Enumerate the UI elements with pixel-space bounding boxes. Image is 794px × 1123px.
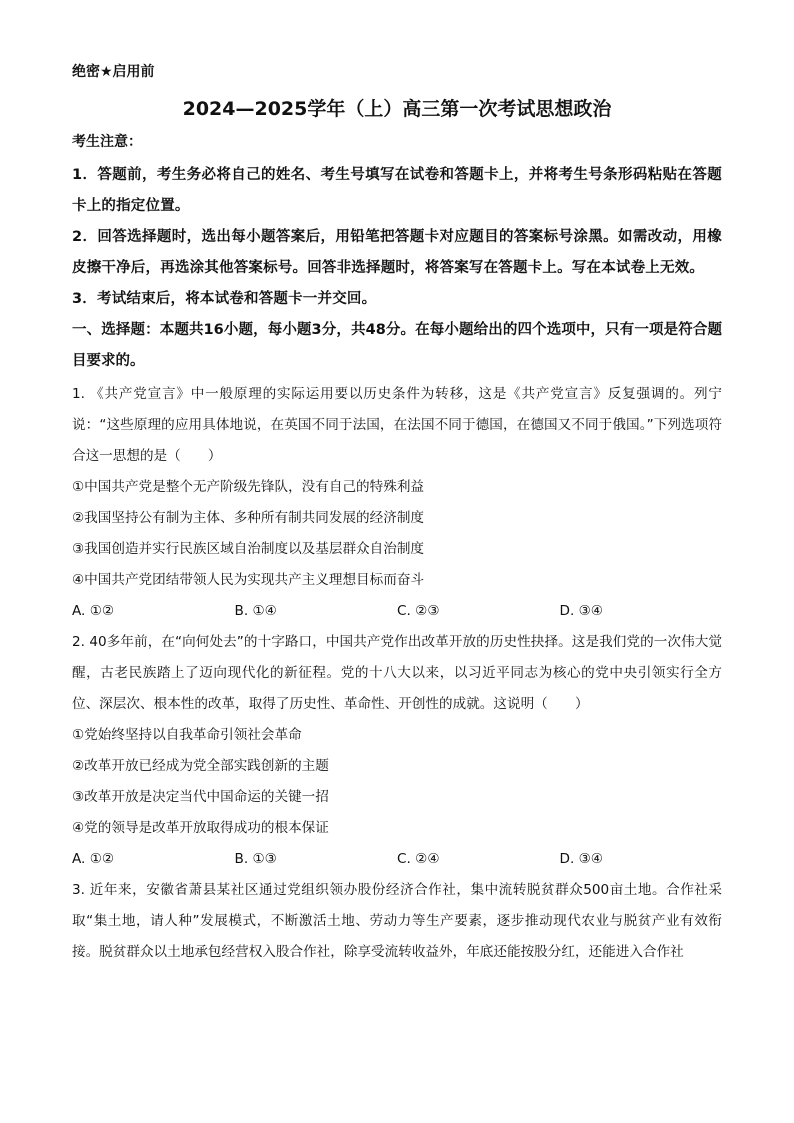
question-statement: ①党始终坚持以自我革命引领社会革命 bbox=[72, 727, 302, 743]
question-3 bbox=[72, 875, 722, 968]
notice-heading: 考生注意： bbox=[72, 134, 142, 150]
question-statement: ③我国创造并实行民族区域自治制度以及基层群众自治制度 bbox=[72, 541, 425, 557]
question-stem: 2. 40多年前，在“向何处去”的十字路口，中国共产党作出改革开放的历史性抉择。这是我们党的一次伟大觉醒，古老民族踏上了迈向现代化的新征程。党的十八大以来，以习近平同志为核心的党中央引领实行全方位、深层次、根本性的改革，取得了历史性、革命性、开创性的成就。这说明（ ） bbox=[72, 634, 722, 712]
question-statement: ①中国共产党是整个无产阶级先锋队，没有自己的特殊利益 bbox=[72, 479, 425, 495]
confidential-label: 绝密★启用前 bbox=[72, 64, 155, 80]
choice-b: B. ①④ bbox=[234, 603, 277, 619]
choice-b: B. ①③ bbox=[234, 851, 277, 867]
question-statement: ②改革开放已经成为党全部实践创新的主题 bbox=[72, 758, 329, 774]
notice-item-3: 3．考试结束后，将本试卷和答题卡一并交回。 bbox=[72, 291, 377, 307]
question-2 bbox=[72, 627, 722, 875]
choice-c: C. ②④ bbox=[397, 851, 440, 867]
question-1 bbox=[72, 379, 722, 627]
answer-choices bbox=[72, 844, 722, 875]
notice-item-1: 1．答题前，考生务必将自己的姓名、考生号填写在试卷和答题卡上，并将考生号条形码粘贴在答题卡上的指定位置。 bbox=[72, 167, 722, 214]
question-stem: 3. 近年来，安徽省萧县某社区通过党组织领办股份经济合作社，集中流转脱贫群众500亩土地。合作社采取“集土地，请人种”发展模式，不断激活土地、劳动力等生产要素，逐步推动现代农业与脱贫产业有效衔接。脱贫群众以土地承包经营权入股合作社，除享受流转收益外，年底还能按股分红，还能进入合作社 bbox=[72, 882, 722, 960]
answer-choices bbox=[72, 596, 722, 627]
choice-d: D. ③④ bbox=[559, 851, 603, 867]
section-heading-choice: 一、选择题：本题共16小题，每小题3分，共48分。在每小题给出的四个选项中，只有一项是符合题目要求的。 bbox=[72, 322, 722, 369]
choice-a: A. ①② bbox=[72, 851, 115, 867]
exam-title: 2024—2025学年（上）高三第一次考试思想政治 bbox=[182, 98, 612, 120]
question-statement: ②我国坚持公有制为主体、多种所有制共同发展的经济制度 bbox=[72, 510, 425, 526]
notice-item-2: 2．回答选择题时，选出每小题答案后，用铅笔把答题卡对应题目的答案标号涂黑。如需改动，用橡皮擦干净后，再选涂其他答案标号。回答非选择题时，将答案写在答题卡上。写在本试卷上无效。 bbox=[72, 229, 722, 276]
question-statement: ④中国共产党团结带领人民为实现共产主义理想目标而奋斗 bbox=[72, 572, 425, 588]
choice-c: C. ②③ bbox=[397, 603, 440, 619]
choice-a: A. ①② bbox=[72, 603, 115, 619]
choice-d: D. ③④ bbox=[559, 603, 603, 619]
question-stem: 1. 《共产党宣言》中一般原理的实际运用要以历史条件为转移，这是《共产党宣言》反复强调的。列宁说：“这些原理的应用具体地说，在英国不同于法国，在法国不同于德国，在德国又不同于俄国。”下列选项符合这一思想的是（ ） bbox=[72, 386, 722, 464]
question-statement: ④党的领导是改革开放取得成功的根本保证 bbox=[72, 820, 329, 836]
question-statement: ③改革开放是决定当代中国命运的关键一招 bbox=[72, 789, 329, 805]
